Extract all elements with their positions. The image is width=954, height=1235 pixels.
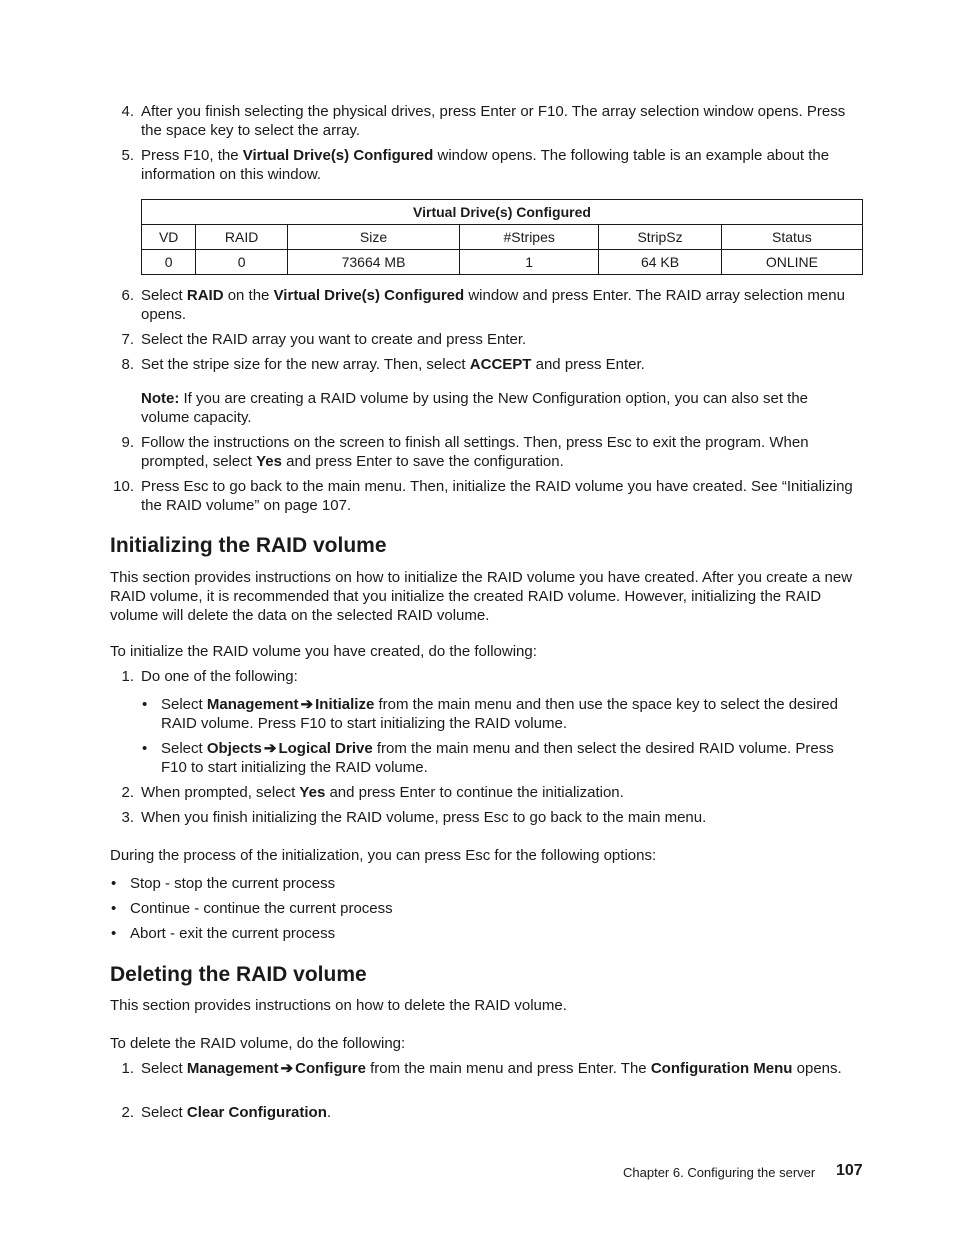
page-number: 107: [836, 1162, 863, 1179]
table-row: [142, 250, 863, 275]
table-cell: 73664 MB: [287, 250, 459, 275]
step-number: 5.: [121, 147, 134, 164]
bold-term: Initialize: [315, 696, 375, 713]
section-intro: This section provides instructions on how to initialize the RAID volume you have created. After you create a new RAID volume, it is recommended that you initialize the created RAID volume. However, initializing the RAID volume will delete the data on the selected RAID volume.: [110, 569, 853, 624]
step-number: 7.: [121, 331, 134, 348]
options-lead: During the process of the initialization, you can press Esc for the following options:: [110, 847, 657, 864]
step-text: Do one of the following:: [141, 668, 298, 685]
step-number: 8.: [121, 356, 134, 373]
bullet-text: Abort - exit the current process: [130, 925, 336, 942]
column-header: Size: [287, 225, 459, 250]
bullet-dot: •: [111, 875, 117, 892]
virtual-drives-table: [141, 199, 863, 275]
bullet-dot: •: [142, 740, 148, 757]
note: [110, 389, 860, 427]
step-text: Select Management➔Configure from the main menu and press Enter. The Configuration Menu opens.: [141, 1060, 842, 1077]
section-lead: To delete the RAID volume, do the following:: [110, 1035, 406, 1052]
column-header: RAID: [196, 225, 288, 250]
table-header-row: [142, 225, 863, 250]
step-text: When prompted, select Yes and press Enter to continue the initialization.: [141, 784, 624, 801]
step-9: [110, 433, 860, 471]
bold-term: Configuration Menu: [650, 1060, 793, 1077]
section-lead: To initialize the RAID volume you have created, do the following:: [110, 643, 537, 660]
init-step-3: [110, 808, 860, 827]
note-label: Note:: [141, 390, 180, 407]
step-8: [110, 355, 860, 374]
section-intro: This section provides instructions on how to delete the RAID volume.: [110, 997, 567, 1014]
bold-term: Management: [206, 696, 299, 713]
arrow-right-icon: ➔: [263, 740, 277, 757]
bold-term: Virtual Drive(s) Configured: [273, 287, 465, 304]
table-cell: ONLINE: [721, 250, 862, 275]
step-number: 1.: [121, 1060, 134, 1077]
bullet-text: Select Objects➔Logical Drive from the main menu and then select the desired RAID volume. Press F10 to start initializing the RAID volume.: [161, 740, 834, 776]
step-text: Follow the instructions on the screen to finish all settings. Then, press Esc to exit the program. When prompted, select Yes and press Enter to save the configuration.: [141, 434, 809, 470]
column-header: #Stripes: [460, 225, 599, 250]
column-header: StripSz: [599, 225, 722, 250]
bullet-dot: •: [111, 925, 117, 942]
bold-term: Management: [186, 1060, 279, 1077]
table-cell: 0: [196, 250, 288, 275]
step-4: [110, 102, 860, 140]
step-text: Select RAID on the Virtual Drive(s) Configured window and press Enter. The RAID array selection menu opens.: [141, 287, 845, 323]
column-header: VD: [142, 225, 196, 250]
bullet-dot: •: [111, 900, 117, 917]
arrow-right-icon: ➔: [280, 1060, 294, 1077]
bold-term: Configure: [295, 1060, 366, 1077]
delete-step-1: [110, 1059, 860, 1078]
bold-term: Objects: [206, 740, 262, 757]
step-text: When you finish initializing the RAID volume, press Esc to go back to the main menu.: [141, 809, 707, 826]
bold-term: Logical Drive: [278, 740, 373, 757]
sub-bullet-objects: [142, 739, 842, 777]
bold-term: RAID: [186, 287, 224, 304]
bullet-text: Select Management➔Initialize from the main menu and then use the space key to select the desired RAID volume. Press F10 to start initializing the RAID volume.: [161, 696, 838, 732]
bullet-dot: •: [142, 696, 148, 713]
section-heading-deleting: Deleting the RAID volume: [110, 963, 367, 986]
arrow-right-icon: ➔: [300, 696, 314, 713]
bullet-text: Stop - stop the current process: [130, 875, 336, 892]
bold-term: Virtual Drive(s) Configured: [242, 147, 434, 164]
bullet-text: Continue - continue the current process: [130, 900, 393, 917]
step-number: 9.: [121, 434, 134, 451]
step-text: Set the stripe size for the new array. Then, select ACCEPT and press Enter.: [141, 356, 645, 373]
table-title: Virtual Drive(s) Configured: [142, 200, 863, 225]
footer-chapter: Chapter 6. Configuring the server: [623, 1165, 816, 1180]
bold-term: Yes: [256, 453, 282, 470]
step-6: [110, 286, 860, 324]
step-7: [110, 330, 860, 349]
sub-bullet-management: [142, 695, 842, 733]
step-text: Select the RAID array you want to create and press Enter.: [141, 331, 527, 348]
step-text: After you finish selecting the physical drives, press Enter or F10. The array selection window opens. Press the space key to select the array.: [141, 103, 846, 139]
table-cell: 1: [460, 250, 599, 275]
section-heading-initializing: Initializing the RAID volume: [110, 534, 387, 557]
column-header: Status: [721, 225, 862, 250]
step-5: [110, 146, 860, 184]
step-text: Press F10, the Virtual Drive(s) Configured window opens. The following table is an example about the information on this window.: [141, 147, 830, 183]
init-step-1: [110, 667, 860, 686]
step-number: 6.: [121, 287, 134, 304]
table-cell: 64 KB: [599, 250, 722, 275]
option-continue: [111, 899, 811, 918]
init-step-2: [110, 783, 860, 802]
step-number: 3.: [121, 809, 134, 826]
step-10: [110, 477, 860, 515]
option-abort: [111, 924, 811, 943]
step-text: Press Esc to go back to the main menu. Then, initialize the RAID volume you have created. See “Initializing the RAID volume” on page 107.: [141, 478, 853, 514]
delete-step-2: [110, 1103, 860, 1122]
step-number: 4.: [121, 103, 134, 120]
note-body: If you are creating a RAID volume by using the New Configuration option, you can also set the volume capacity.: [141, 390, 809, 426]
table-cell: 0: [142, 250, 196, 275]
bold-term: Clear Configuration: [186, 1104, 327, 1121]
step-number: 10.: [113, 478, 134, 495]
step-number: 1.: [121, 668, 134, 685]
step-number: 2.: [121, 784, 134, 801]
option-stop: [111, 874, 811, 893]
step-text: Select Clear Configuration.: [141, 1104, 332, 1121]
bold-term: ACCEPT: [469, 356, 532, 373]
step-number: 2.: [121, 1104, 134, 1121]
note-text: [141, 389, 860, 427]
bold-term: Yes: [299, 784, 326, 801]
